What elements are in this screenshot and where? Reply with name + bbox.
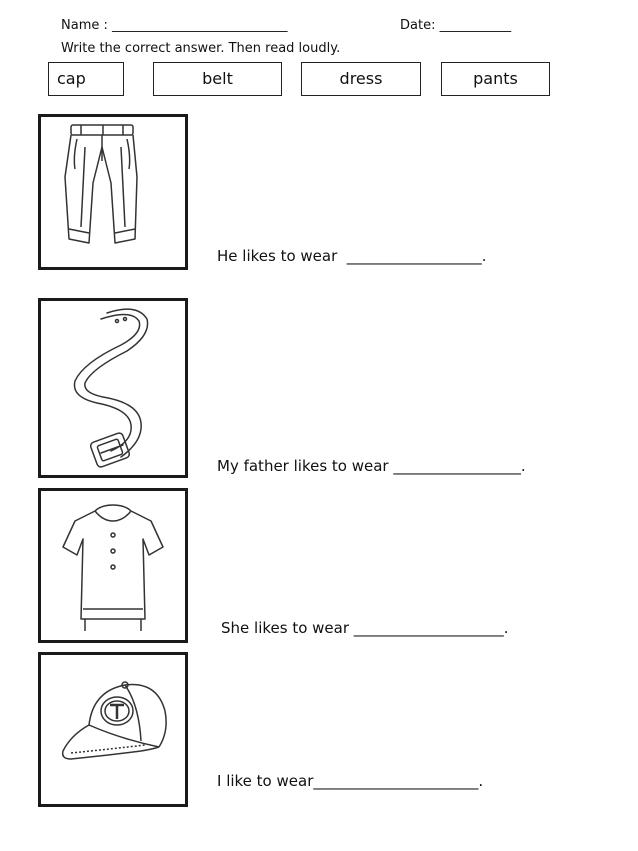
- picture-frame-dress: [38, 488, 188, 643]
- sentence-3[interactable]: She likes to wear ____________________.: [221, 619, 509, 637]
- sentence-2[interactable]: My father likes to wear _________________.: [217, 457, 526, 475]
- sentence-1[interactable]: He likes to wear __________________.: [217, 247, 487, 265]
- belt-icon: [41, 301, 185, 475]
- cap-icon: [41, 655, 185, 804]
- picture-frame-pants: [38, 114, 188, 270]
- word-bank-pants: pants: [441, 62, 550, 96]
- word-bank-belt: belt: [153, 62, 282, 96]
- word-bank-cap: cap: [48, 62, 124, 96]
- picture-frame-cap: [38, 652, 188, 807]
- dress-icon: [41, 491, 185, 640]
- picture-frame-belt: [38, 298, 188, 478]
- word-bank-dress: dress: [301, 62, 421, 96]
- sentence-4[interactable]: I like to wear______________________.: [217, 772, 484, 790]
- pants-icon: [41, 117, 185, 267]
- instruction-text: Write the correct answer. Then read loudly.: [61, 41, 341, 56]
- date-line[interactable]: Date: ___________: [400, 18, 512, 33]
- name-line[interactable]: Name : ___________________________: [61, 18, 288, 33]
